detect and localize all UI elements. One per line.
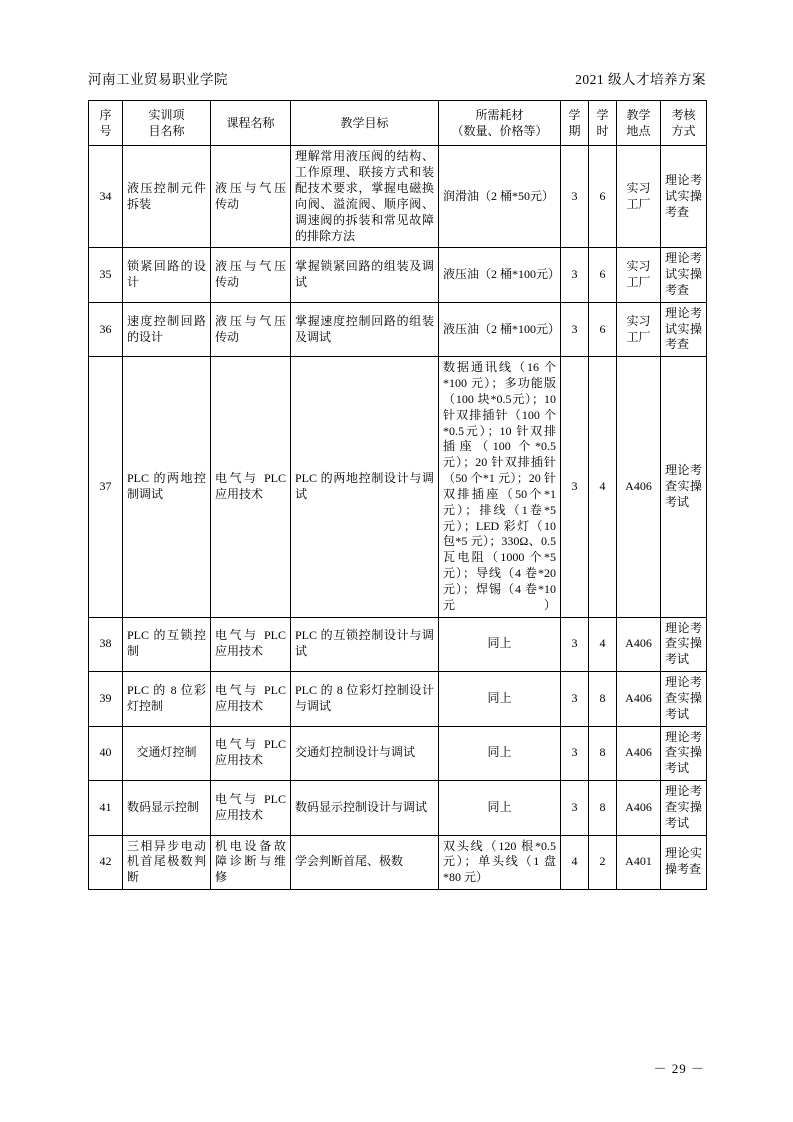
cell-term: 3	[561, 146, 589, 248]
cell-material: 润滑油（2 桶*50元）	[439, 146, 561, 248]
cell-hours: 8	[589, 672, 617, 726]
column-header-goal: 教学目标	[291, 101, 439, 146]
column-header-term-line1: 学	[568, 108, 581, 122]
cell-hours: 2	[589, 835, 617, 889]
column-header-seq-line2: 号	[99, 124, 112, 139]
cell-term: 3	[561, 248, 589, 302]
column-header-material-line1: 所需耗材	[475, 108, 524, 122]
table-row	[89, 357, 707, 617]
column-header-hours-line1: 学	[596, 108, 609, 122]
cell-course: 电气与 PLC 应用技术	[211, 726, 291, 780]
cell-exam: 理论考试实操考查	[661, 248, 707, 302]
cell-exam: 理论考查实操考试	[661, 781, 707, 835]
cell-seq: 34	[89, 146, 123, 248]
table-row	[89, 781, 707, 835]
table-row	[89, 726, 707, 780]
cell-course: 机电设备故障诊断与维修	[211, 835, 291, 889]
cell-project: 液压控制元件拆装	[123, 146, 211, 248]
cell-project: 速度控制回路的设计	[123, 302, 211, 356]
table-row	[89, 146, 707, 248]
cell-project: 锁紧回路的设计	[123, 248, 211, 302]
cell-hours: 8	[589, 726, 617, 780]
cell-place: A401	[617, 835, 661, 889]
cell-place: A406	[617, 781, 661, 835]
column-header-seq	[89, 101, 123, 146]
column-header-term	[561, 101, 589, 146]
cell-course: 液压与气压传动	[211, 146, 291, 248]
cell-project: 数码显示控制	[123, 781, 211, 835]
cell-seq: 38	[89, 617, 123, 671]
column-header-term-line2: 期	[568, 124, 581, 139]
cell-goal: 学会判断首尾、极数	[291, 835, 439, 889]
column-header-project	[123, 101, 211, 146]
page-header	[88, 68, 706, 88]
cell-goal: 交通灯控制设计与调试	[291, 726, 439, 780]
cell-exam: 理论实操考查	[661, 835, 707, 889]
column-header-seq-line1: 序	[99, 108, 112, 122]
cell-place: 实习工厂	[617, 146, 661, 248]
column-header-exam	[661, 101, 707, 146]
column-header-material-line2: （数量、价格等）	[451, 124, 548, 139]
table-row	[89, 617, 707, 671]
cell-material: 液压油（2 桶*100元）	[439, 302, 561, 356]
cell-exam: 理论考查实操考试	[661, 357, 707, 617]
cell-seq: 37	[89, 357, 123, 617]
cell-exam: 理论考试实操考查	[661, 302, 707, 356]
column-header-course: 课程名称	[211, 101, 291, 146]
cell-goal: PLC 的 8 位彩灯控制设计与调试	[291, 672, 439, 726]
cell-hours: 4	[589, 617, 617, 671]
cell-project: 交通灯控制	[123, 726, 211, 780]
cell-term: 3	[561, 617, 589, 671]
cell-material: 数据通讯线（16 个*100 元）；多功能版（100 块*0.5元）；10 针双排插针（100 个*0.5元）；10 针双排插座（100 个*0.5元）；20 针双排插针（50 个*1 元）；20 针双排插座（50个*1 元）；排线（1卷*5 元）；LED 彩灯（10 包*5 元）；330Ω、0.5 瓦电阻（1000 个*5 元）；导线（4 卷*20 元）；焊锡（4 卷*10 元）	[439, 357, 561, 617]
column-header-project-line2: 目名称	[148, 124, 185, 139]
table-row	[89, 835, 707, 889]
cell-hours: 4	[589, 357, 617, 617]
header-document-title: 2021 级人才培养方案	[575, 72, 706, 87]
table-row	[89, 302, 707, 356]
cell-place: A406	[617, 617, 661, 671]
column-header-hours-line2: 时	[596, 124, 609, 139]
cell-course: 电气与 PLC 应用技术	[211, 617, 291, 671]
cell-hours: 8	[589, 781, 617, 835]
cell-hours: 6	[589, 146, 617, 248]
cell-course: 电气与 PLC 应用技术	[211, 781, 291, 835]
cell-course: 电气与 PLC 应用技术	[211, 357, 291, 617]
cell-exam: 理论考查实操考试	[661, 726, 707, 780]
cell-seq: 35	[89, 248, 123, 302]
cell-seq: 36	[89, 302, 123, 356]
cell-term: 3	[561, 781, 589, 835]
column-header-material	[439, 101, 561, 146]
cell-exam: 理论考试实操考查	[661, 146, 707, 248]
cell-project: PLC 的两地控制调试	[123, 357, 211, 617]
table-row	[89, 248, 707, 302]
column-header-project-line1: 实训项	[148, 108, 185, 122]
cell-material: 同上	[439, 617, 561, 671]
training-projects-table	[88, 100, 707, 890]
cell-course: 电气与 PLC 应用技术	[211, 672, 291, 726]
cell-seq: 40	[89, 726, 123, 780]
column-header-place-line1: 教学	[626, 108, 651, 122]
table-header-row	[89, 101, 707, 146]
cell-place: A406	[617, 672, 661, 726]
cell-project: PLC 的 8 位彩灯控制	[123, 672, 211, 726]
cell-term: 3	[561, 357, 589, 617]
table-row	[89, 672, 707, 726]
header-institution: 河南工业贸易职业学院	[88, 72, 228, 87]
cell-place: A406	[617, 357, 661, 617]
cell-course: 液压与气压传动	[211, 302, 291, 356]
column-header-exam-line1: 考核	[671, 108, 696, 122]
cell-hours: 6	[589, 302, 617, 356]
cell-term: 4	[561, 835, 589, 889]
cell-seq: 39	[89, 672, 123, 726]
cell-term: 3	[561, 672, 589, 726]
table-body	[89, 146, 707, 890]
cell-hours: 6	[589, 248, 617, 302]
cell-goal: 掌握锁紧回路的组装及调试	[291, 248, 439, 302]
cell-goal: PLC 的互锁控制设计与调试	[291, 617, 439, 671]
cell-term: 3	[561, 302, 589, 356]
cell-place: 实习工厂	[617, 302, 661, 356]
cell-goal: 数码显示控制设计与调试	[291, 781, 439, 835]
cell-material: 同上	[439, 781, 561, 835]
cell-material: 同上	[439, 672, 561, 726]
cell-material: 双头线（120 根*0.5 元）；单头线（1 盘*80 元）	[439, 835, 561, 889]
cell-goal: 掌握速度控制回路的组装及调试	[291, 302, 439, 356]
cell-exam: 理论考查实操考试	[661, 617, 707, 671]
cell-course: 液压与气压传动	[211, 248, 291, 302]
cell-goal: 理解常用液压阀的结构、工作原理、联接方式和装配技术要求，掌握电磁换向阀、溢流阀、顺序阀、调速阀的拆装和常见故障的排除方法	[291, 146, 439, 248]
cell-project: 三相异步电动机首尾极数判断	[123, 835, 211, 889]
cell-seq: 41	[89, 781, 123, 835]
cell-seq: 42	[89, 835, 123, 889]
cell-place: A406	[617, 726, 661, 780]
page-number: － 29 －	[653, 1061, 705, 1076]
cell-goal: PLC 的两地控制设计与调试	[291, 357, 439, 617]
cell-material: 同上	[439, 726, 561, 780]
column-header-place-line2: 地点	[626, 124, 651, 139]
cell-project: PLC 的互锁控制	[123, 617, 211, 671]
cell-term: 3	[561, 726, 589, 780]
cell-exam: 理论考查实操考试	[661, 672, 707, 726]
cell-place: 实习工厂	[617, 248, 661, 302]
column-header-exam-line2: 方式	[671, 124, 696, 139]
column-header-place	[617, 101, 661, 146]
cell-material: 液压油（2 桶*100元）	[439, 248, 561, 302]
column-header-hours	[589, 101, 617, 146]
